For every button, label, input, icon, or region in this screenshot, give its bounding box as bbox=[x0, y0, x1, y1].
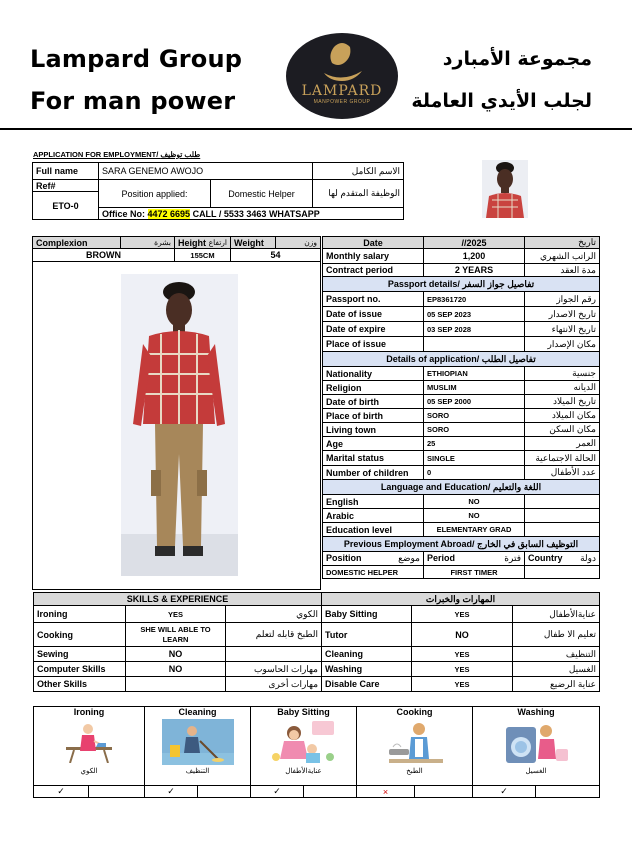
gallery-ironing-title: Ironing bbox=[73, 707, 105, 717]
skill-cleaning-label: Cleaning bbox=[322, 647, 412, 662]
cooking-icon bbox=[385, 719, 445, 765]
salary-label: Monthly salary bbox=[323, 249, 424, 264]
skill-cooking-label: Cooking bbox=[34, 623, 126, 647]
application-caption: APPLICATION FOR EMPLOYMENT/ طلب توظيف bbox=[33, 150, 201, 159]
issue-place-label-ar: مكان الإصدار bbox=[525, 337, 600, 352]
position-label: Position applied: bbox=[99, 180, 211, 208]
english-extra bbox=[525, 495, 600, 509]
salary-value: 1,200 bbox=[424, 249, 525, 264]
prev-country-value bbox=[525, 566, 600, 579]
education-extra bbox=[525, 523, 600, 537]
children-label-ar: عدد الأطفال bbox=[525, 466, 600, 480]
ironing-icon bbox=[64, 721, 114, 763]
expire-date-value: 03 SEP 2028 bbox=[424, 322, 525, 337]
children-label: Number of children bbox=[323, 466, 424, 480]
gallery-cleaning-label-ar: التنظيف bbox=[185, 768, 210, 775]
period-value: 2 YEARS bbox=[424, 264, 525, 277]
children-value: 0 bbox=[424, 466, 525, 480]
arabic-value: NO bbox=[424, 509, 525, 523]
header-divider bbox=[0, 128, 632, 130]
prev-position-value: DOMESTIC HELPER bbox=[323, 566, 424, 579]
prev-period-value: FIRST TIMER bbox=[424, 566, 525, 579]
nationality-label-ar: جنسية bbox=[525, 367, 600, 381]
skill-washing-label-ar: الغسيل bbox=[513, 662, 600, 677]
weight-value: 54 bbox=[231, 249, 321, 262]
company-tagline: For man power bbox=[30, 87, 236, 115]
gallery-cooking-title: Cooking bbox=[396, 707, 433, 717]
issue-place-label: Place of issue bbox=[323, 337, 424, 352]
issue-date-value: 05 SEP 2023 bbox=[424, 307, 525, 322]
skill-washing-value: YES bbox=[412, 662, 513, 677]
prev-position-label: Position bbox=[326, 553, 362, 563]
prev-position-header bbox=[323, 552, 424, 566]
previous-section-header: Previous Employment Abroad/ التوظيف السابق في الخارج bbox=[323, 537, 600, 552]
prev-period-label: Period bbox=[427, 553, 456, 563]
height-label-en: Height bbox=[178, 237, 206, 248]
arabic-label: Arabic bbox=[323, 509, 424, 523]
gallery-cooking bbox=[357, 707, 473, 786]
gallery-babysitting-label-ar: عنايةالأطفال bbox=[285, 768, 322, 775]
birthplace-value: SORO bbox=[424, 409, 525, 423]
details-table bbox=[322, 236, 600, 579]
gallery-washing-title: Washing bbox=[517, 707, 555, 717]
company-logo bbox=[286, 33, 398, 119]
date-label: Date bbox=[323, 237, 424, 249]
skill-ironing-value: YES bbox=[126, 606, 226, 623]
check-cooking: × bbox=[357, 786, 415, 798]
living-town-label-ar: مكان السكن bbox=[525, 423, 600, 437]
skill-cooking-value: SHE WILL ABLE TO LEARN bbox=[126, 623, 226, 647]
marital-label-ar: الحالة الاجتماعية bbox=[525, 451, 600, 466]
skills-header-ar: المهارات والخبرات bbox=[322, 593, 600, 606]
marital-value: SINGLE bbox=[424, 451, 525, 466]
marital-label: Marital status bbox=[323, 451, 424, 466]
gallery-ironing-label-ar: الكوي bbox=[80, 768, 98, 775]
skill-washing-label: Washing bbox=[322, 662, 412, 677]
age-label: Age bbox=[323, 437, 424, 451]
skill-sewing-value: NO bbox=[126, 647, 226, 662]
passport-section-header: Passport details/ تفاصيل جواز السفر bbox=[323, 277, 600, 292]
check-ironing-blank bbox=[89, 786, 145, 798]
height-label-ar: ارتفاع bbox=[208, 237, 227, 247]
gallery-washing bbox=[473, 707, 600, 786]
date-value: //2025 bbox=[424, 237, 525, 249]
skill-ironing-label-ar: الكوي bbox=[226, 606, 322, 623]
washing-icon bbox=[502, 719, 570, 765]
skill-cleaning-label-ar: التنظيف bbox=[513, 647, 600, 662]
skill-other-label-ar: مهارات أخرى bbox=[226, 677, 322, 692]
gallery-cleaning-title: Cleaning bbox=[178, 707, 217, 717]
skill-computer-label-ar: مهارات الحاسوب bbox=[226, 662, 322, 677]
education-label: Education level bbox=[323, 523, 424, 537]
expire-date-label: Date of expire bbox=[323, 322, 424, 337]
prev-country-header bbox=[525, 552, 600, 566]
complexion-label: Complexion bbox=[33, 237, 121, 249]
check-ironing: ✓ bbox=[34, 786, 89, 798]
skill-tutor-label: Tutor bbox=[322, 623, 412, 647]
logo-subtitle: MANPOWER GROUP bbox=[313, 99, 371, 105]
skill-disable-care-label: Disable Care bbox=[322, 677, 412, 692]
office-number: 4472 6695 bbox=[147, 208, 191, 219]
prev-period-label-ar: فترة bbox=[504, 553, 521, 563]
english-label: English bbox=[323, 495, 424, 509]
skill-other-label: Other Skills bbox=[34, 677, 126, 692]
skills-gallery bbox=[33, 706, 600, 786]
gallery-babysitting bbox=[251, 707, 357, 786]
check-cleaning-blank bbox=[198, 786, 251, 798]
applicant-headshot bbox=[482, 160, 528, 218]
issue-date-label: Date of issue bbox=[323, 307, 424, 322]
skill-disable-care-value: YES bbox=[412, 677, 513, 692]
weight-label-ar: وزن bbox=[276, 237, 321, 249]
skill-sewing-label: Sewing bbox=[34, 647, 126, 662]
period-label-ar: مدة العقد bbox=[525, 264, 600, 277]
date-label-ar: تاريخ bbox=[525, 237, 600, 249]
passport-no-label: Passport no. bbox=[323, 292, 424, 307]
height-label bbox=[175, 237, 231, 249]
complexion-value: BROWN bbox=[33, 249, 175, 262]
ref-value: ETO-0 bbox=[33, 192, 99, 220]
cleaning-icon bbox=[162, 719, 234, 765]
prev-country-label-ar: دولة bbox=[580, 553, 596, 563]
arabic-extra bbox=[525, 509, 600, 523]
ref-label: Ref# bbox=[33, 180, 99, 192]
skill-tutor-value: NO bbox=[412, 623, 513, 647]
birthplace-label: Place of birth bbox=[323, 409, 424, 423]
english-value: NO bbox=[424, 495, 525, 509]
gallery-washing-label-ar: الغسيل bbox=[525, 768, 547, 775]
company-name: Lampard Group bbox=[30, 45, 243, 73]
full-name-label-ar: الاسم الكامل bbox=[313, 163, 404, 180]
prev-period-header bbox=[424, 552, 525, 566]
age-value: 25 bbox=[424, 437, 525, 451]
birthplace-label-ar: مكان الميلاد bbox=[525, 409, 600, 423]
issue-place-value bbox=[424, 337, 525, 352]
skill-babysitting-value: YES bbox=[412, 606, 513, 623]
details-section-header: Details of application/ تفاصيل الطلب bbox=[323, 352, 600, 367]
office-prefix: Office No: bbox=[102, 208, 148, 219]
skills-table bbox=[33, 592, 600, 692]
office-suffix: CALL / 5533 3463 WHATSAPP bbox=[190, 208, 320, 219]
education-value: ELEMENTARY GRAD bbox=[424, 523, 525, 537]
check-babysitting: ✓ bbox=[251, 786, 304, 798]
skill-computer-value: NO bbox=[126, 662, 226, 677]
salary-label-ar: الراتب الشهري bbox=[525, 249, 600, 264]
check-washing-blank bbox=[536, 786, 600, 798]
full-name-value: SARA GENEMO AWOJO bbox=[99, 163, 313, 180]
gallery-ironing bbox=[34, 707, 145, 786]
religion-label: Religion bbox=[323, 381, 424, 395]
dob-label-ar: تاريخ الميلاد bbox=[525, 395, 600, 409]
dob-label: Date of birth bbox=[323, 395, 424, 409]
baby-sitting-icon bbox=[268, 719, 340, 765]
check-cleaning: ✓ bbox=[145, 786, 198, 798]
gallery-cleaning bbox=[145, 707, 251, 786]
gallery-checks bbox=[33, 785, 600, 798]
dob-value: 05 SEP 2000 bbox=[424, 395, 525, 409]
height-value: 155CM bbox=[175, 249, 231, 262]
company-tagline-ar: لجلب الأيدي العاملة bbox=[411, 90, 592, 112]
age-label-ar: العمر bbox=[525, 437, 600, 451]
skill-computer-label: Computer Skills bbox=[34, 662, 126, 677]
skill-other-value bbox=[126, 677, 226, 692]
skill-disable-care-label-ar: عناية الرضيع bbox=[513, 677, 600, 692]
skill-sewing-label-ar bbox=[226, 647, 322, 662]
applicant-full-photo bbox=[121, 274, 238, 576]
passport-no-value: EP8361720 bbox=[424, 292, 525, 307]
skill-cleaning-value: YES bbox=[412, 647, 513, 662]
nationality-value: ETHIOPIAN bbox=[424, 367, 525, 381]
prev-country-label: Country bbox=[528, 553, 563, 563]
office-numbers bbox=[99, 208, 404, 220]
skill-ironing-label: Ironing bbox=[34, 606, 126, 623]
living-town-label: Living town bbox=[323, 423, 424, 437]
complexion-label-ar: بشرة bbox=[121, 237, 175, 249]
passport-no-label-ar: رقم الجواز bbox=[525, 292, 600, 307]
applicant-info-table bbox=[32, 162, 404, 220]
skill-babysitting-label: Baby Sitting bbox=[322, 606, 412, 623]
prev-position-label-ar: موضع bbox=[398, 553, 420, 563]
position-label-ar: الوظيفة المتقدم لها bbox=[313, 180, 404, 208]
expire-date-label-ar: تاريخ الانتهاء bbox=[525, 322, 600, 337]
religion-value: MUSLIM bbox=[424, 381, 525, 395]
religion-label-ar: الديانه bbox=[525, 381, 600, 395]
weight-label: Weight bbox=[231, 237, 276, 249]
check-washing: ✓ bbox=[473, 786, 536, 798]
company-name-ar: مجموعة الأمبارد bbox=[442, 48, 592, 70]
issue-date-label-ar: تاريخ الاصدار bbox=[525, 307, 600, 322]
gallery-babysitting-title: Baby Sitting bbox=[277, 707, 330, 717]
skills-header: SKILLS & EXPERIENCE bbox=[34, 593, 322, 606]
language-section-header: Language and Education/ اللغة والتعليم bbox=[323, 480, 600, 495]
position-value: Domestic Helper bbox=[211, 180, 313, 208]
gallery-cooking-label-ar: الطبخ bbox=[406, 768, 423, 775]
skill-tutor-label-ar: تعليم الا طفال bbox=[513, 623, 600, 647]
skill-cooking-label-ar: الطبخ قابله لتعلم bbox=[226, 623, 322, 647]
check-cooking-blank bbox=[415, 786, 473, 798]
logo-wordmark: LAMPARD bbox=[301, 83, 383, 99]
living-town-value: SORO bbox=[424, 423, 525, 437]
skill-babysitting-label-ar: عنايةالأطفال bbox=[513, 606, 600, 623]
nationality-label: Nationality bbox=[323, 367, 424, 381]
check-babysitting-blank bbox=[304, 786, 357, 798]
full-name-label: Full name bbox=[33, 163, 99, 180]
period-label: Contract period bbox=[323, 264, 424, 277]
